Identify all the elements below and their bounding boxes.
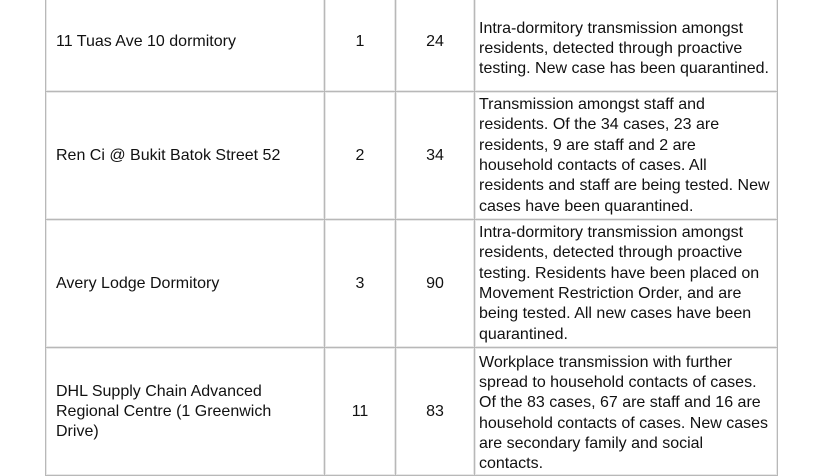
total-cases-cell: 83	[396, 348, 475, 476]
table-row	[46, 348, 778, 476]
description-cell	[475, 348, 778, 476]
description-cell	[475, 0, 778, 92]
cluster-name-cell: Avery Lodge Dormitory	[46, 220, 325, 348]
description-text: Workplace transmission with further spread to household contacts of cases. Of the 83 cases, 67 are staff and 16 are household contacts of cases. New cases are secondary family and social contacts.	[479, 353, 769, 473]
total-cases-cell: 90	[396, 220, 475, 348]
cluster-table	[45, 0, 778, 476]
description-text: Transmission amongst staff and residents. Of the 34 cases, 23 are residents, 9 are staff and 2 are household contacts of cases. All residents and staff are being tested. New cases have been quarantined.	[479, 96, 770, 215]
table-row	[46, 0, 778, 92]
new-cases-cell: 2	[325, 92, 396, 220]
description-cell	[475, 220, 778, 348]
table-row	[46, 220, 778, 348]
description-cell	[475, 92, 778, 220]
new-cases-cell: 11	[325, 348, 396, 476]
new-cases-cell: 3	[325, 220, 396, 348]
cluster-name-cell: Ren Ci @ Bukit Batok Street 52	[46, 92, 325, 220]
description-text: Intra-dormitory transmission amongst residents, detected through proactive testing. New case has been quarantined.	[479, 19, 769, 78]
total-cases-cell: 24	[396, 0, 475, 92]
table-row	[46, 92, 778, 220]
total-cases-cell: 34	[396, 92, 475, 220]
cluster-name-cell: 11 Tuas Ave 10 dormitory	[46, 0, 325, 92]
cluster-name-cell: DHL Supply Chain Advanced Regional Centre (1 Greenwich Drive)	[46, 348, 325, 476]
description-text: Intra-dormitory transmission amongst residents, detected through proactive testing. Residents have been placed on Movement Restriction Order, and are being tested. All new cases have been quarantined.	[479, 224, 760, 343]
new-cases-cell: 1	[325, 0, 396, 92]
